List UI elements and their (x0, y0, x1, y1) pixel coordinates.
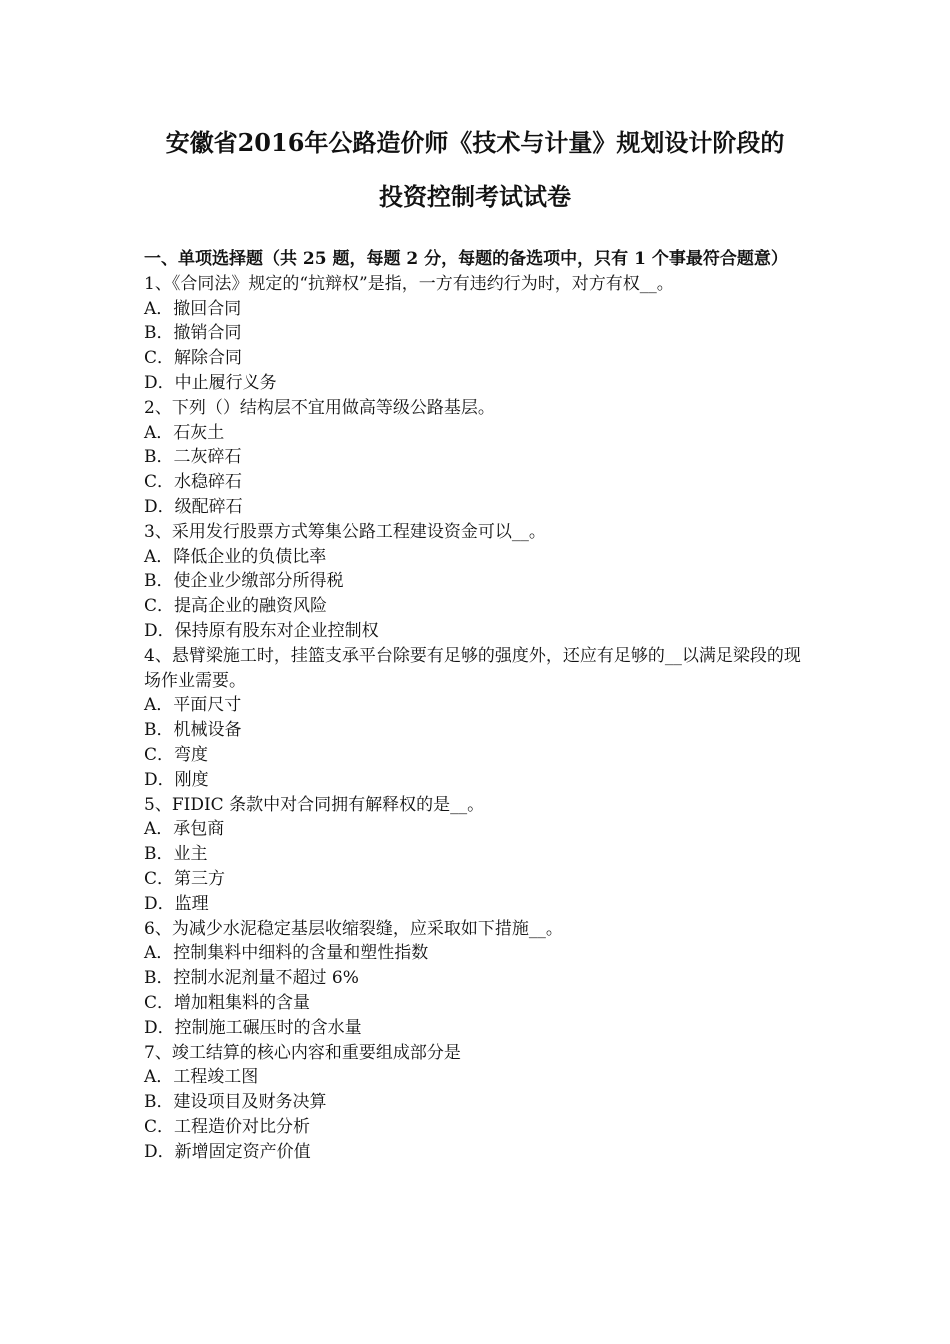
option-a: A．承包商 (144, 819, 225, 840)
question-7 (144, 1041, 808, 1165)
option-c: C．弯度 (144, 744, 209, 765)
option-d: D．保持原有股东对企业控制权 (144, 620, 379, 641)
question-stem: 6、为减少水泥稳定基层收缩裂缝，应采取如下措施__。 (144, 918, 563, 939)
title-line-2: 投资控制考试试卷 (379, 182, 571, 211)
question-stem: 3、采用发行股票方式筹集公路工程建设资金可以__。 (144, 521, 546, 542)
question-3 (144, 520, 808, 644)
option-a: A．控制集料中细料的含量和塑性指数 (144, 943, 429, 964)
option-b: B．业主 (144, 844, 208, 865)
option-c: C．第三方 (144, 868, 226, 889)
option-d: D．新增固定资产价值 (144, 1141, 311, 1162)
question-stem: 4、悬臂梁施工时，挂篮支承平台除要有足够的强度外，还应有足够的__以满足梁段的现场作业需要。 (144, 645, 801, 691)
question-stem: 2、下列（）结构层不宜用做高等级公路基层。 (144, 397, 495, 418)
option-b: B．使企业少缴部分所得税 (144, 571, 344, 592)
option-d: D．监理 (144, 893, 209, 914)
option-d: D．刚度 (144, 769, 209, 790)
option-c: C．解除合同 (144, 348, 243, 369)
document-title (120, 116, 830, 224)
option-c: C．增加粗集料的含量 (144, 992, 311, 1013)
option-a: A．平面尺寸 (144, 695, 242, 716)
option-c: C．工程造价对比分析 (144, 1116, 311, 1137)
option-a: A．工程竣工图 (144, 1067, 259, 1088)
option-a: A．降低企业的负债比率 (144, 546, 327, 567)
option-d: D．级配碎石 (144, 496, 243, 517)
title-line-1: 安徽省2016年公路造价师《技术与计量》规划设计阶段的 (165, 128, 785, 157)
option-b: B．机械设备 (144, 720, 242, 741)
option-b: B．控制水泥剂量不超过 6% (144, 968, 359, 989)
option-b: B．建设项目及财务决算 (144, 1092, 327, 1113)
question-5 (144, 793, 808, 917)
question-stem: 1、《合同法》规定的“抗辩权”是指，一方有违约行为时，对方有权__。 (144, 273, 674, 294)
option-a: A．撤回合同 (144, 298, 242, 319)
option-d: D．中止履行义务 (144, 372, 277, 393)
exam-content (144, 247, 808, 1164)
option-a: A．石灰土 (144, 422, 225, 443)
question-2 (144, 396, 808, 520)
question-4 (144, 644, 808, 793)
option-b: B．二灰碎石 (144, 447, 242, 468)
question-stem: 5、FIDIC 条款中对合同拥有解释权的是__。 (144, 794, 485, 815)
option-b: B．撤销合同 (144, 323, 242, 344)
option-d: D．控制施工碾压时的含水量 (144, 1017, 362, 1038)
option-c: C．提高企业的融资风险 (144, 596, 328, 617)
question-stem: 7、竣工结算的核心内容和重要组成部分是 (144, 1042, 461, 1063)
section-header: 一、单项选择题（共 25 题，每题 2 分，每题的备选项中，只有 1 个事最符合题意） (144, 249, 788, 269)
option-c: C．水稳碎石 (144, 472, 243, 493)
question-6 (144, 917, 808, 1041)
question-1 (144, 272, 808, 396)
